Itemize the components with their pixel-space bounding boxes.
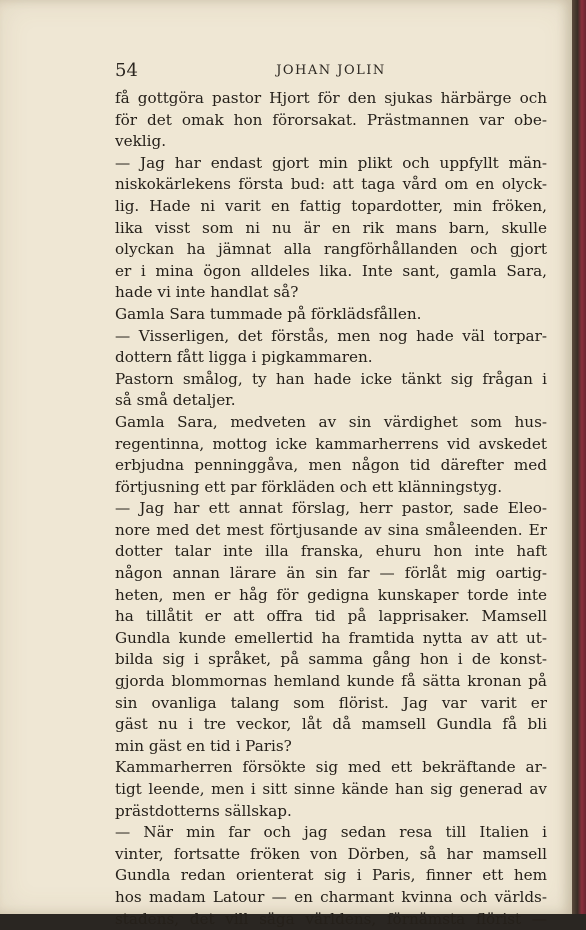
text-line: — När min far och jag sedan resa till Italien i bbox=[115, 823, 547, 842]
text-line: hade vi inte handlat så? bbox=[115, 283, 299, 302]
text-line: regentinna, mottog icke kammarherrens vid avskedet bbox=[115, 434, 547, 453]
text-line: hos madam Latour — en charmant kvinna och världs- bbox=[115, 887, 547, 906]
body-text bbox=[115, 88, 547, 930]
running-head: JOHAN JOLIN bbox=[276, 63, 386, 78]
text-line: — Visserligen, det förstås, men nog hade väl torpar- bbox=[115, 326, 547, 345]
text-line: få gottgöra pastor Hjort för den sjukas härbärge och bbox=[115, 89, 547, 107]
text-line: för det omak hon förorsakat. Prästmannen var obe- bbox=[115, 110, 547, 129]
text-line: stadens, det vill säga världens, förnämsta flörist — bbox=[115, 909, 547, 928]
text-line: Gamla Sara tummade på förklädsfållen. bbox=[115, 304, 422, 323]
book-edge bbox=[572, 0, 586, 914]
text-line: gjorda blommornas hemland kunde få sätta kronan på bbox=[115, 672, 547, 691]
text-line: niskokärlekens första bud: att taga vård om en olyck- bbox=[115, 175, 547, 194]
text-line: lig. Hade ni varit en fattig topardotter, min fröken, bbox=[115, 196, 547, 215]
text-line: gäst nu i tre veckor, låt då mamsell Gundla få bli bbox=[115, 715, 547, 734]
text-line: sin ovanliga talang som flörist. Jag var varit er bbox=[115, 693, 547, 712]
text-line: nore med det mest förtjusande av sina småleenden. Er bbox=[115, 520, 547, 539]
page-number: 54 bbox=[115, 60, 138, 81]
text-line: veklig. bbox=[115, 132, 167, 151]
text-line: Pastorn smålog, ty han hade icke tänkt sig frågan i bbox=[115, 369, 547, 388]
text-line: dottern fått ligga i pigkammaren. bbox=[115, 348, 373, 367]
text-line: lika visst som ni nu är en rik mans barn, skulle bbox=[115, 218, 547, 237]
text-line: min gäst en tid i Paris? bbox=[115, 736, 292, 755]
text-line: Gundla redan orienterat sig i Paris, finner ett hem bbox=[115, 866, 547, 885]
text-line: olyckan ha jämnat alla rangförhållanden och gjort bbox=[115, 240, 547, 259]
page-header bbox=[115, 60, 547, 88]
text-line: någon annan lärare än sin far — förlåt mig oartig- bbox=[115, 564, 547, 583]
text-line: heten, men er håg för gedigna kunskaper torde inte bbox=[115, 585, 547, 604]
text-line: ha tillåtit er att offra tid på lapprisaker. Mamsell bbox=[115, 607, 547, 626]
text-line: erbjudna penninggåva, men någon tid därefter med bbox=[115, 456, 547, 475]
text-line: prästdotterns sällskap. bbox=[115, 801, 292, 820]
text-line: — Jag har endast gjort min plikt och uppfyllt män- bbox=[115, 153, 547, 172]
text-line: bilda sig i språket, på samma gång hon i de konst- bbox=[115, 650, 547, 669]
text-line: Kammarherren försökte sig med ett bekräftande ar- bbox=[115, 758, 547, 777]
text-line: Gamla Sara, medveten av sin värdighet som hus- bbox=[115, 412, 547, 431]
text-line: Gundla kunde emellertid ha framtida nytta av att ut- bbox=[115, 628, 547, 647]
text-line: — Jag har ett annat förslag, herr pastor, sade Eleo- bbox=[115, 499, 547, 518]
text-line: vinter, fortsatte fröken von Dörben, så har mamsell bbox=[115, 844, 547, 863]
text-line: er i mina ögon alldeles lika. Inte sant, gamla Sara, bbox=[115, 261, 547, 280]
text-line: dotter talar inte illa franska, ehuru hon inte haft bbox=[115, 542, 547, 561]
text-line: förtjusning ett par förkläden och ett klänningstyg. bbox=[115, 477, 503, 496]
text-line: tigt leende, men i sitt sinne kände han sig generad av bbox=[115, 780, 547, 798]
text-line: så små detaljer. bbox=[115, 391, 236, 410]
